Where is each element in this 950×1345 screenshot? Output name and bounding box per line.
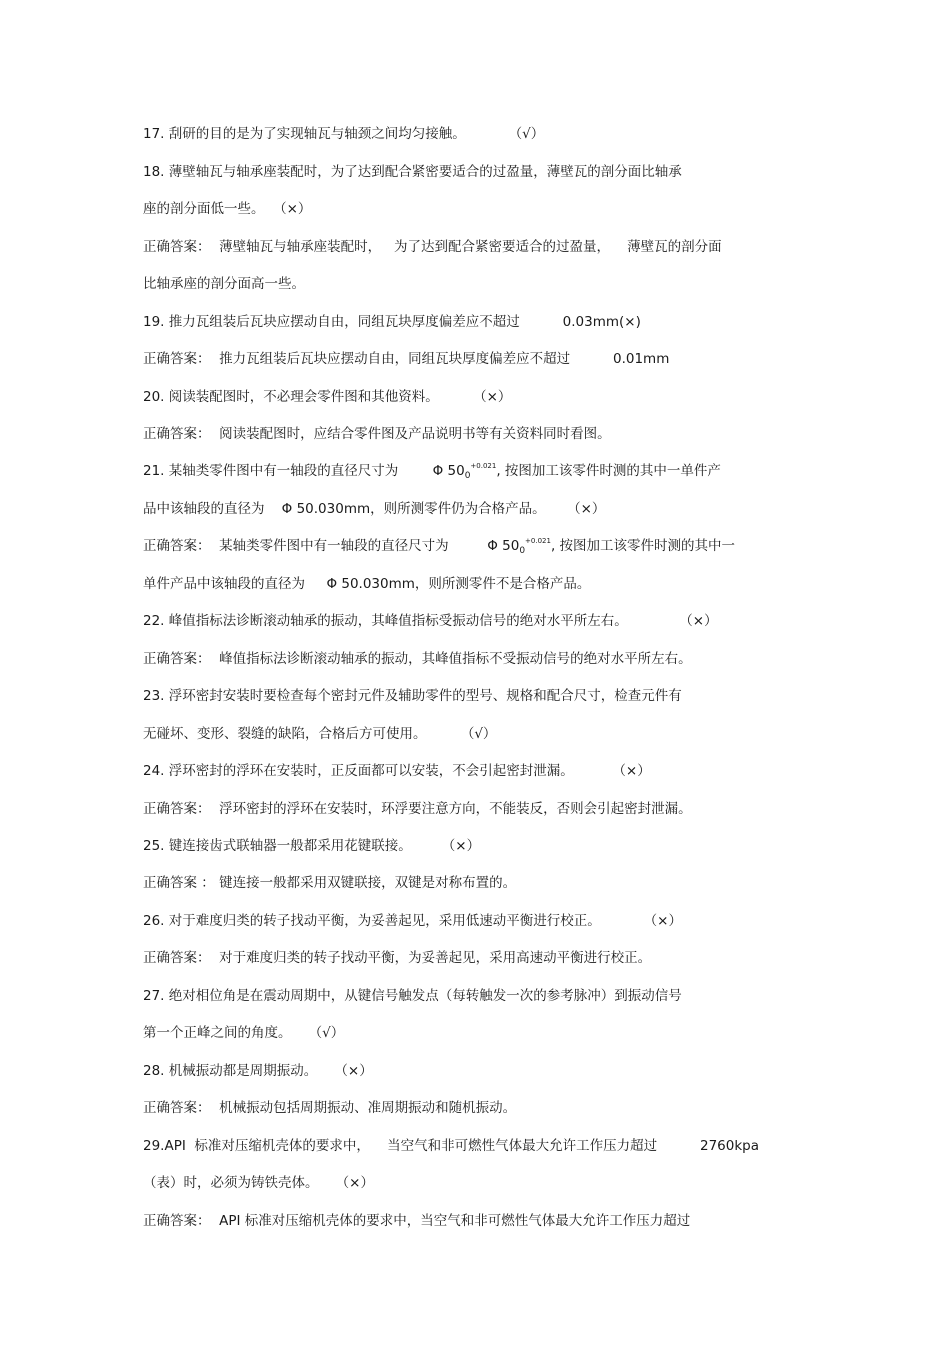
q26-statement: 26. 对于难度归类的转子找动平衡，为妥善起见，采用低速动平衡进行校正。 （×） xyxy=(143,913,682,929)
q18-statement-line1: 18. 薄壁轴瓦与轴承座装配时，为了达到配合紧密要适合的过盈量，薄壁瓦的剖分面比轴承 xyxy=(143,164,682,180)
q24-answer: 正确答案： 浮环密封的浮环在安装时，环浮要注意方向，不能装反，否则会引起密封泄漏。 xyxy=(143,801,692,817)
q26-answer: 正确答案： 对于难度归类的转子找动平衡，为妥善起见，采用高速动平衡进行校正。 xyxy=(143,950,652,966)
q21-answer-lower-tolerance: 0 xyxy=(519,546,526,556)
q28-statement: 28. 机械振动都是周期振动。 （×） xyxy=(143,1063,373,1079)
q21-lower-tolerance: 0 xyxy=(464,471,471,481)
q21-text-before: 21. 某轴类零件图中有一轴段的直径尺寸为 Φ 50 xyxy=(143,463,465,479)
q20-statement: 20. 阅读装配图时，不必理会零件图和其他资料。 （×） xyxy=(143,389,512,405)
q21-answer-text-before: 正确答案： 某轴类零件图中有一轴段的直径尺寸为 Φ 50 xyxy=(143,538,520,554)
q21-statement-line2: 品中该轴段的直径为 Φ 50.030mm，则所测零件仍为合格产品。 （×） xyxy=(143,501,606,517)
q17-statement: 17. 刮研的目的是为了实现轴瓦与轴颈之间均匀接触。 （√） xyxy=(143,126,545,142)
q18-answer-line2: 比轴承座的剖分面高一些。 xyxy=(143,276,305,292)
q29-answer-line1: 正确答案： API 标准对压缩机壳体的要求中，当空气和非可燃性气体最大允许工作压力超过 xyxy=(143,1213,691,1229)
q27-statement-line2: 第一个正峰之间的角度。 （√） xyxy=(143,1025,345,1041)
q23-statement-line2: 无碰坏、变形、裂缝的缺陷，合格后方可使用。 （√） xyxy=(143,726,497,742)
q18-answer-line1: 正确答案： 薄壁轴瓦与轴承座装配时， 为了达到配合紧密要适合的过盈量， 薄壁瓦的剖分面 xyxy=(143,239,722,255)
q22-answer: 正确答案： 峰值指标法诊断滚动轴承的振动，其峰值指标不受振动信号的绝对水平所左右。 xyxy=(143,651,692,667)
q23-statement-line1: 23. 浮环密封安装时要检查每个密封元件及辅助零件的型号、规格和配合尺寸，检查元件有 xyxy=(143,688,682,704)
q29-statement-line2: （表）时，必须为铸铁壳体。 （×） xyxy=(143,1175,374,1191)
q27-statement-line1: 27. 绝对相位角是在震动周期中，从键信号触发点（每转触发一次的参考脉冲）到振动信号 xyxy=(143,988,682,1004)
q21-upper-tolerance: +0.021 xyxy=(470,462,497,470)
q28-answer: 正确答案： 机械振动包括周期振动、准周期振动和随机振动。 xyxy=(143,1100,517,1116)
q21-answer-line2: 单件产品中该轴段的直径为 Φ 50.030mm，则所测零件不是合格产品。 xyxy=(143,576,591,592)
q19-statement: 19. 推力瓦组装后瓦块应摆动自由，同组瓦块厚度偏差应不超过 0.03mm(×) xyxy=(143,314,641,330)
q21-text-after: , 按图加工该零件时测的其中一单件产 xyxy=(496,463,721,479)
q21-answer-text-after: , 按图加工该零件时测的其中一 xyxy=(550,538,736,554)
q25-statement: 25. 键连接齿式联轴器一般都采用花键联接。 （×） xyxy=(143,838,481,854)
q19-answer: 正确答案： 推力瓦组装后瓦块应摆动自由，同组瓦块厚度偏差应不超过 0.01mm xyxy=(143,351,670,367)
q24-statement: 24. 浮环密封的浮环在安装时，正反面都可以安装，不会引起密封泄漏。 （×） xyxy=(143,763,651,779)
q22-statement: 22. 峰值指标法诊断滚动轴承的振动，其峰值指标受振动信号的绝对水平所左右。 （×） xyxy=(143,613,718,629)
q20-answer: 正确答案： 阅读装配图时，应结合零件图及产品说明书等有关资料同时看图。 xyxy=(143,426,611,442)
q29-statement-line1: 29.API 标准对压缩机壳体的要求中， 当空气和非可燃性气体最大允许工作压力超过 2760kpa xyxy=(143,1138,760,1154)
q25-answer: 正确答案 ： 键连接一般都采用双键联接，双键是对称布置的。 xyxy=(143,875,517,891)
q21-answer-line1 xyxy=(143,537,735,557)
q21-statement-line1 xyxy=(143,462,721,482)
q21-answer-upper-tolerance: +0.021 xyxy=(525,537,551,545)
q18-statement-line2: 座的剖分面低一些。 （×） xyxy=(143,201,312,217)
